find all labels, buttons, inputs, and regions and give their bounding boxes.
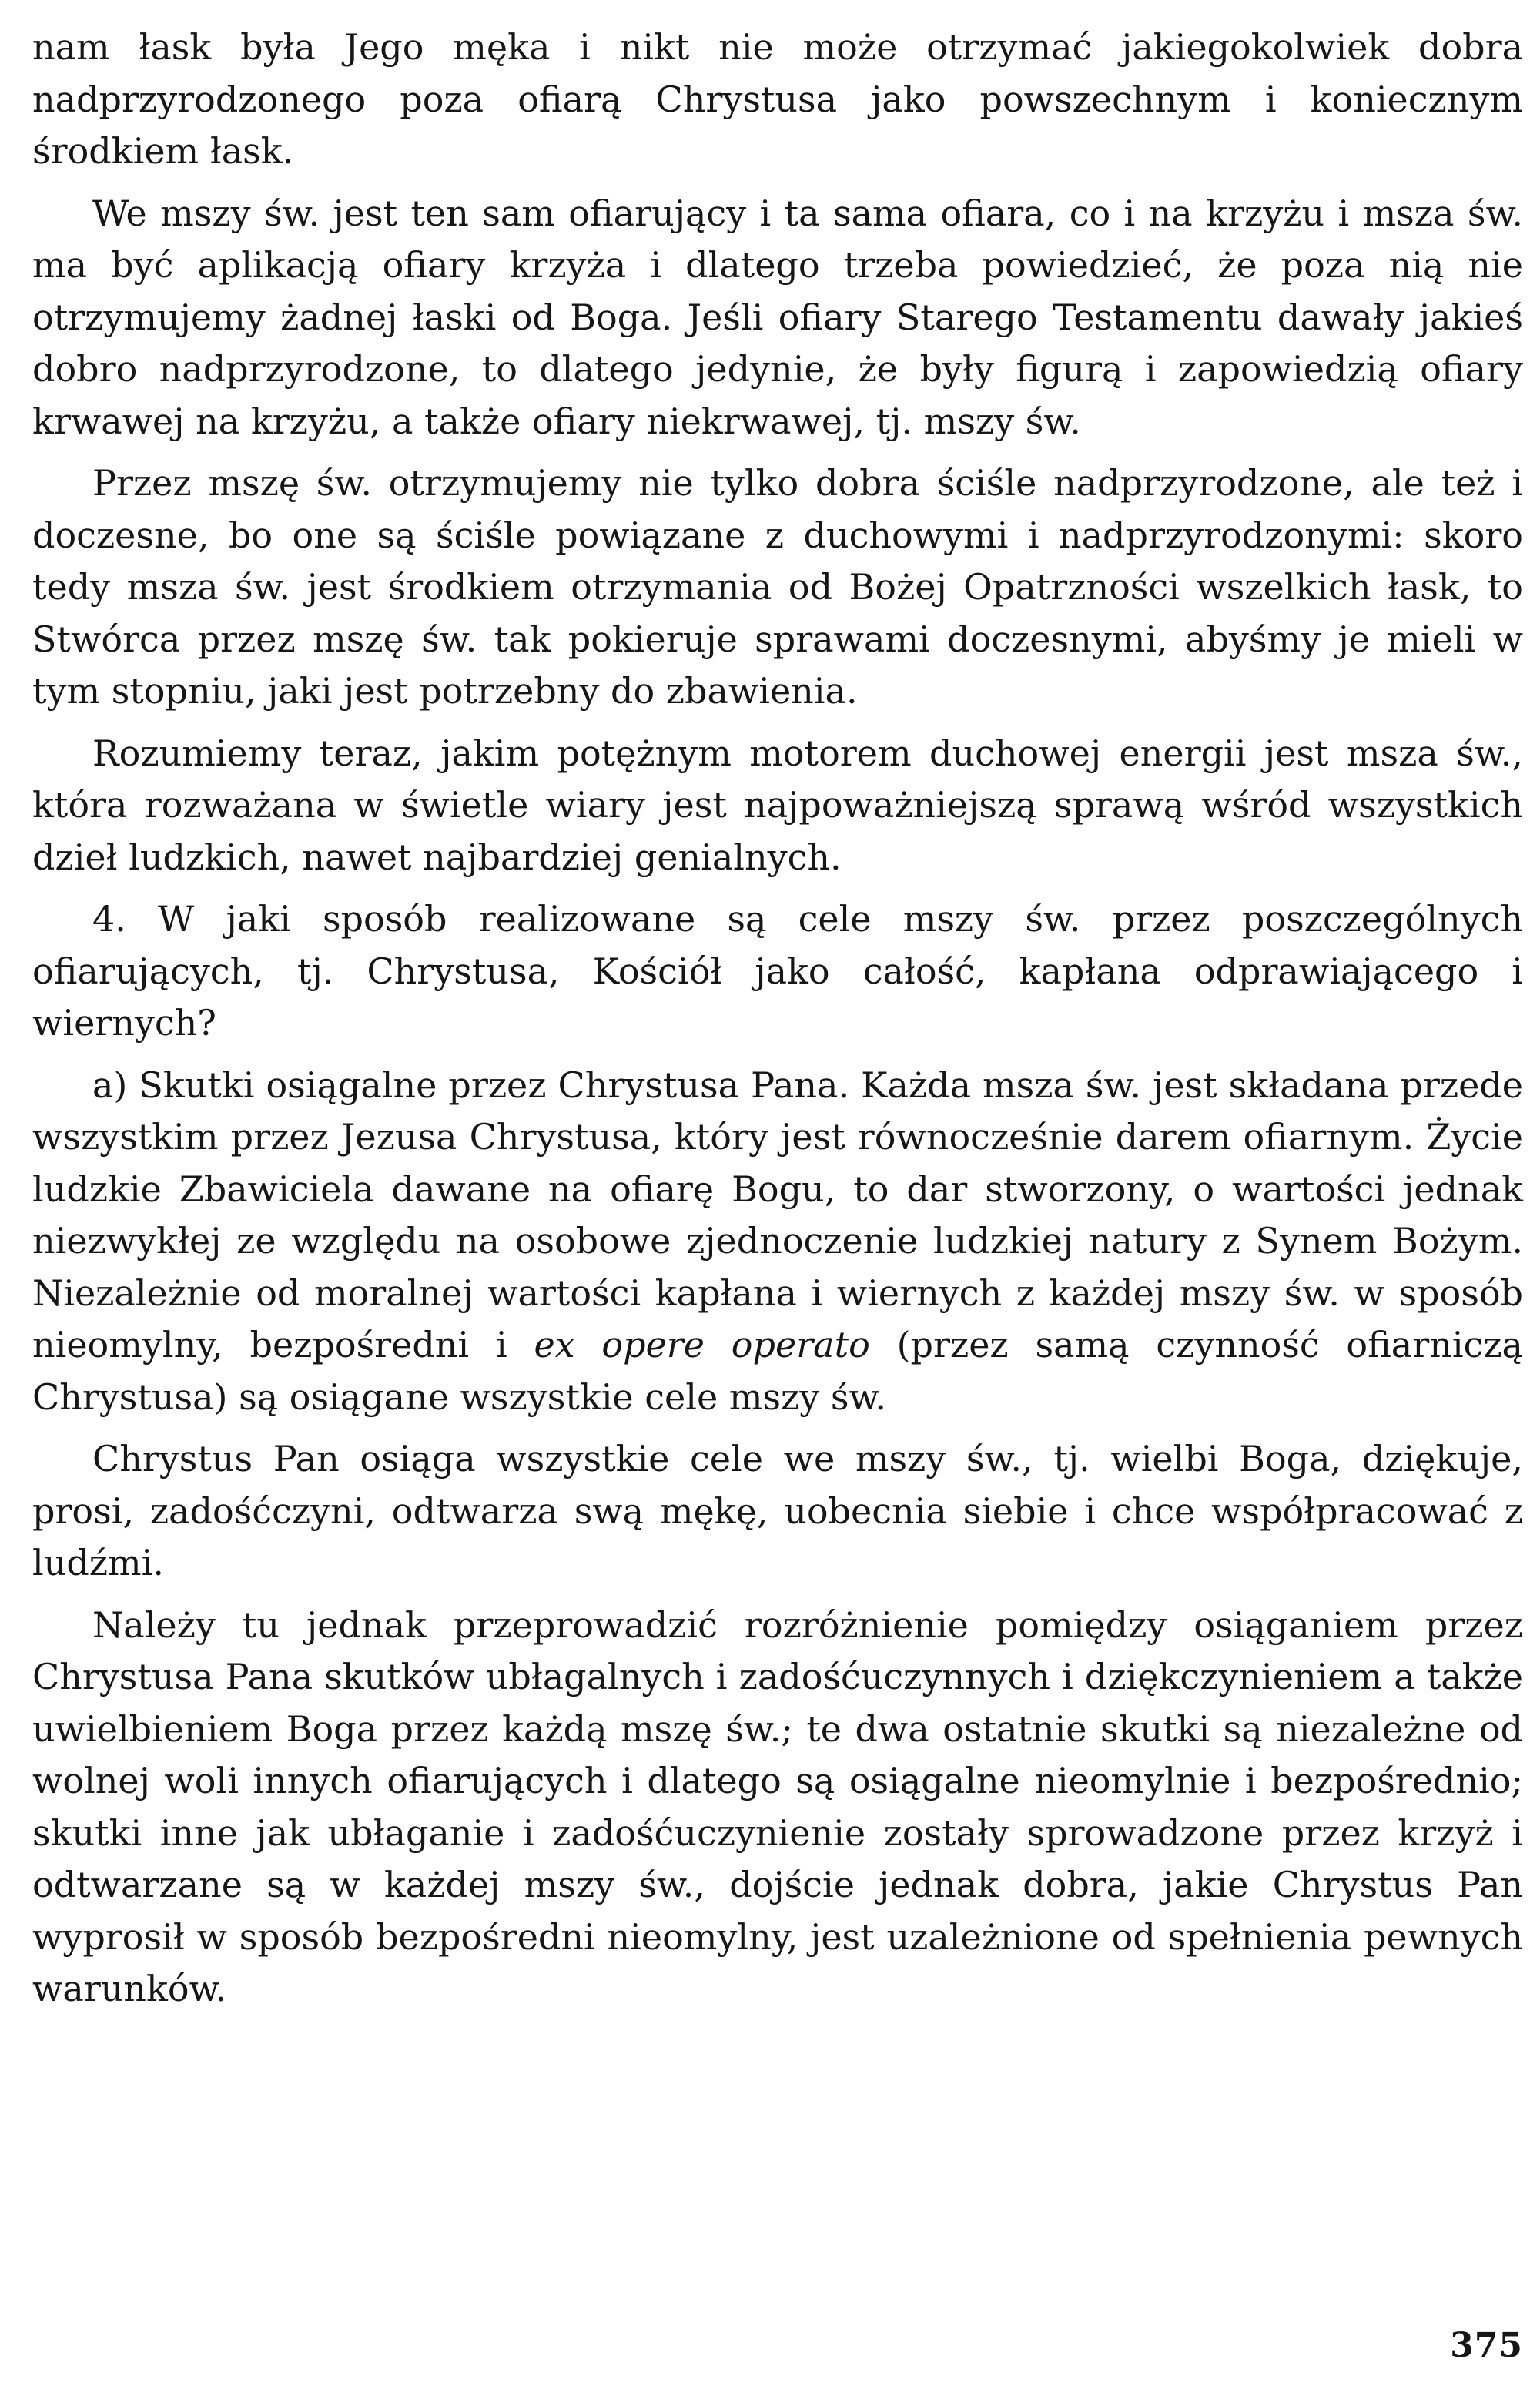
paragraph-2: We mszy św. jest ten sam ofiarujący i ta sama ofiara, co i na krzyżu i msza św. ma być aplikacją ofiary krzyża i dlatego trzeba powiedzieć, że poza nią nie otrzymujemy żadnej łaski od Boga. Jeśli ofiary Starego Testamentu dawały jakieś dobro nadprzyrodzone, to dlatego jedynie, że były figurą i zapowiedzią ofiary krwawej na krzyżu, a także ofiary niekrwawej, tj. mszy św.: [32, 192, 1523, 442]
paragraph-6-text-end: (przez samą czynność ofiarniczą Chrystusa) są osiągane wszystkie cele mszy św.: [32, 1324, 1523, 1418]
latin-phrase: ex opere operato: [534, 1324, 870, 1366]
paragraph-5-question: 4. W jaki sposób realizowane są cele mszy św. przez poszczególnych ofiarujących, tj. Chrystusa, Kościół jako całość, kapłana odprawiającego i wiernych?: [32, 898, 1523, 1044]
page-body: [32, 22, 1523, 2378]
paragraph-8: Należy tu jednak przeprowadzić rozróżnienie pomiędzy osiąganiem przez Chrystusa Pana skutków ubłagalnych i zadośćuczynnych i dziękczynieniem a także uwielbieniem Boga przez każdą mszę św.; te dwa ostatnie skutki są niezależne od wolnej woli innych ofiarujących i dlatego są osiągalne nieomylnie i bezpośrednio; skutki inne jak ubłaganie i zadośćuczynienie zostały sprowadzone przez krzyż i odtwarzane są w każdej mszy św., dojście jednak dobra, jakie Chrystus Pan wyprosił w sposób bezpośredni nieomylny, jest uzależnione od spełnienia pewnych warunków.: [32, 1603, 1523, 2009]
paragraph-6: [32, 1060, 1523, 1424]
paragraph-6-text-start: a) Skutki osiągalne przez Chrystusa Pana. Każda msza św. jest składana przede wszystkim przez Jezusa Chrystusa, który jest równocześnie darem ofiarnym. Życie ludzkie Zbawiciela dawane na ofiarę Bogu, to dar stworzony, o wartości jednak niezwykłej ze względu na osobowe zjednoczenie ludzkiej natury z Synem Bożym. Niezależnie od moralnej wartości kapłana i wiernych z każdej mszy św. w sposób nieomylny, bezpośredni i: [32, 1064, 1523, 1366]
paragraph-3: Przez mszę św. otrzymujemy nie tylko dobra ściśle nadprzyrodzone, ale też i doczesne, bo one są ściśle powiązane z duchowymi i nadprzyrodzonymi: skoro tedy msza św. jest środkiem otrzymania od Bożej Opatrzności wszelkich łask, to Stwórca przez mszę św. tak pokieruje sprawami doczesnymi, abyśmy je mieli w tym stopniu, jaki jest potrzebny do zbawienia.: [32, 462, 1523, 712]
paragraph-4: Rozumiemy teraz, jakim potężnym motorem duchowej energii jest msza św., która rozważana w świetle wiary jest najpoważniejszą sprawą wśród wszystkich dzieł ludzkich, nawet najbardziej genialnych.: [32, 732, 1523, 878]
paragraph-7: Chrystus Pan osiąga wszystkie cele we mszy św., tj. wielbi Boga, dziękuje, prosi, zadośćczyni, odtwarza swą mękę, uobecnia siebie i chce współpracować z ludźmi.: [32, 1438, 1523, 1583]
page-number: 375: [1450, 2326, 1523, 2365]
paragraph-1: nam łask była Jego męka i nikt nie może otrzymać jakiegokolwiek dobra nadprzyrodzonego poza ofiarą Chrystusa jako powszechnym i koniecznym środkiem łask.: [32, 26, 1523, 172]
